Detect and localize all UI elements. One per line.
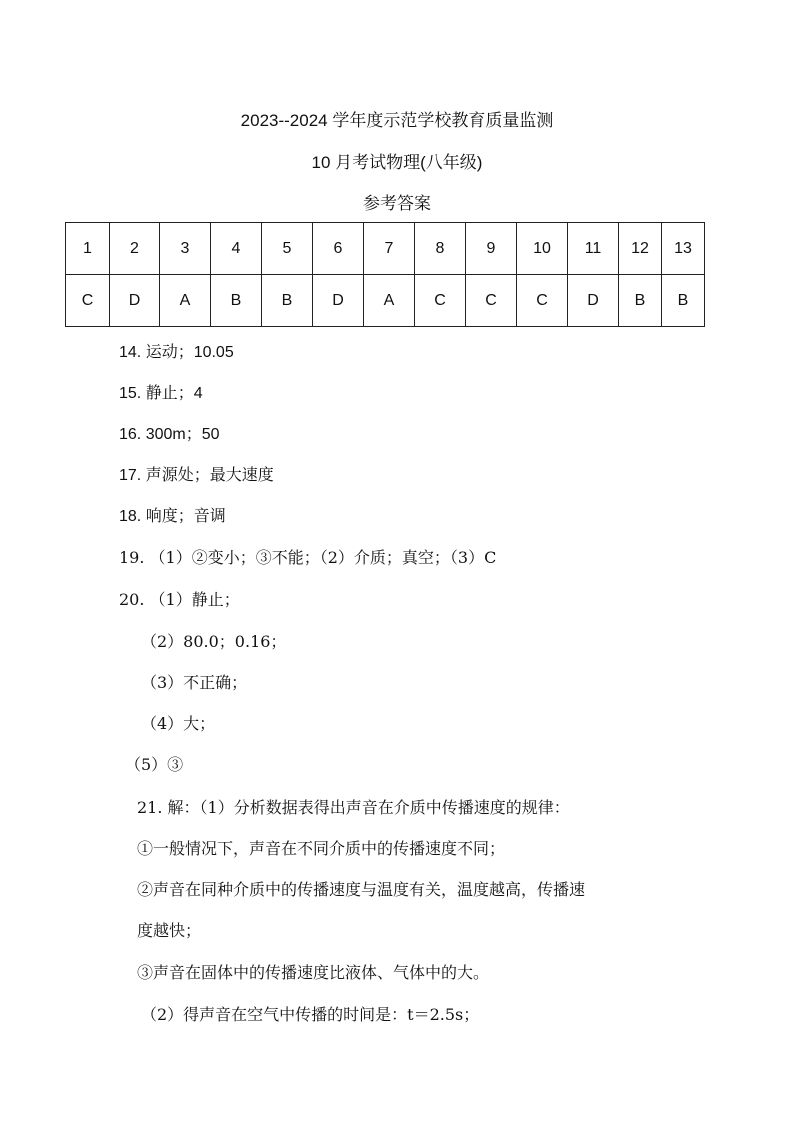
question-number: 7 (364, 223, 415, 275)
answer-letter: B (662, 275, 705, 327)
answer-letter: D (568, 275, 619, 327)
answer-letter: A (364, 275, 415, 327)
answer-line-21-part2: （2）得声音在空气中传播的时间是：t＝2.5s； (141, 1005, 480, 1024)
answer-letter: A (160, 275, 211, 327)
answer-table (65, 222, 705, 327)
exam-subtitle: 10 月考试物理(八年级) (311, 153, 483, 172)
question-number: 11 (568, 223, 619, 275)
question-number-row (66, 223, 705, 275)
answer-line-21-intro: 21. 解：（1）分析数据表得出声音在介质中传播速度的规律： (137, 798, 570, 817)
question-number: 13 (662, 223, 705, 275)
answer-line-17: 17. 声源处；最大速度 (119, 467, 274, 484)
answer-letter: C (466, 275, 517, 327)
answer-letter: C (415, 275, 466, 327)
question-number: 4 (211, 223, 262, 275)
answer-letter: B (262, 275, 313, 327)
answer-line-20-part4: （4）大； (141, 714, 216, 733)
answer-line-20-part1: 20. （1）静止； (119, 590, 240, 609)
answer-line-16: 16. 300m；50 (119, 426, 220, 443)
document-title: 2023--2024 学年度示范学校教育质量监测 (240, 111, 554, 130)
question-number: 3 (160, 223, 211, 275)
answer-line-19: 19. （1）②变小；③不能；（2）介质；真空；（3）C (119, 548, 497, 567)
question-number: 2 (110, 223, 160, 275)
answer-line-20-part3: （3）不正确； (141, 673, 248, 692)
answer-line-15: 15. 静止；4 (119, 385, 203, 402)
question-number: 12 (619, 223, 662, 275)
question-number: 1 (66, 223, 110, 275)
answer-line-14: 14. 运动；10.05 (119, 344, 234, 361)
question-number: 5 (262, 223, 313, 275)
answer-line-21-point3: ③声音在固体中的传播速度比液体、气体中的大。 (137, 963, 490, 982)
answer-letter: D (313, 275, 364, 327)
answer-letter: D (110, 275, 160, 327)
answer-letter: B (211, 275, 262, 327)
answer-letter: C (517, 275, 568, 327)
answer-line-18: 18. 响度；音调 (119, 508, 226, 525)
answer-letter: B (619, 275, 662, 327)
answer-line-20-part2: （2）80.0；0.16； (141, 632, 287, 651)
answer-line-20-part5: （5）③ (125, 755, 184, 774)
answer-line-21-point2-cont: 度越快； (137, 921, 202, 940)
answer-line-21-point2: ②声音在同种介质中的传播速度与温度有关，温度越高，传播速 (137, 880, 586, 899)
question-number: 9 (466, 223, 517, 275)
question-number: 10 (517, 223, 568, 275)
question-number: 8 (415, 223, 466, 275)
answer-line-21-point1: ①一般情况下，声音在不同介质中的传播速度不同； (137, 839, 506, 858)
question-number: 6 (313, 223, 364, 275)
answer-key-heading: 参考答案 (363, 194, 431, 213)
answer-row (66, 275, 705, 327)
answer-letter: C (66, 275, 110, 327)
